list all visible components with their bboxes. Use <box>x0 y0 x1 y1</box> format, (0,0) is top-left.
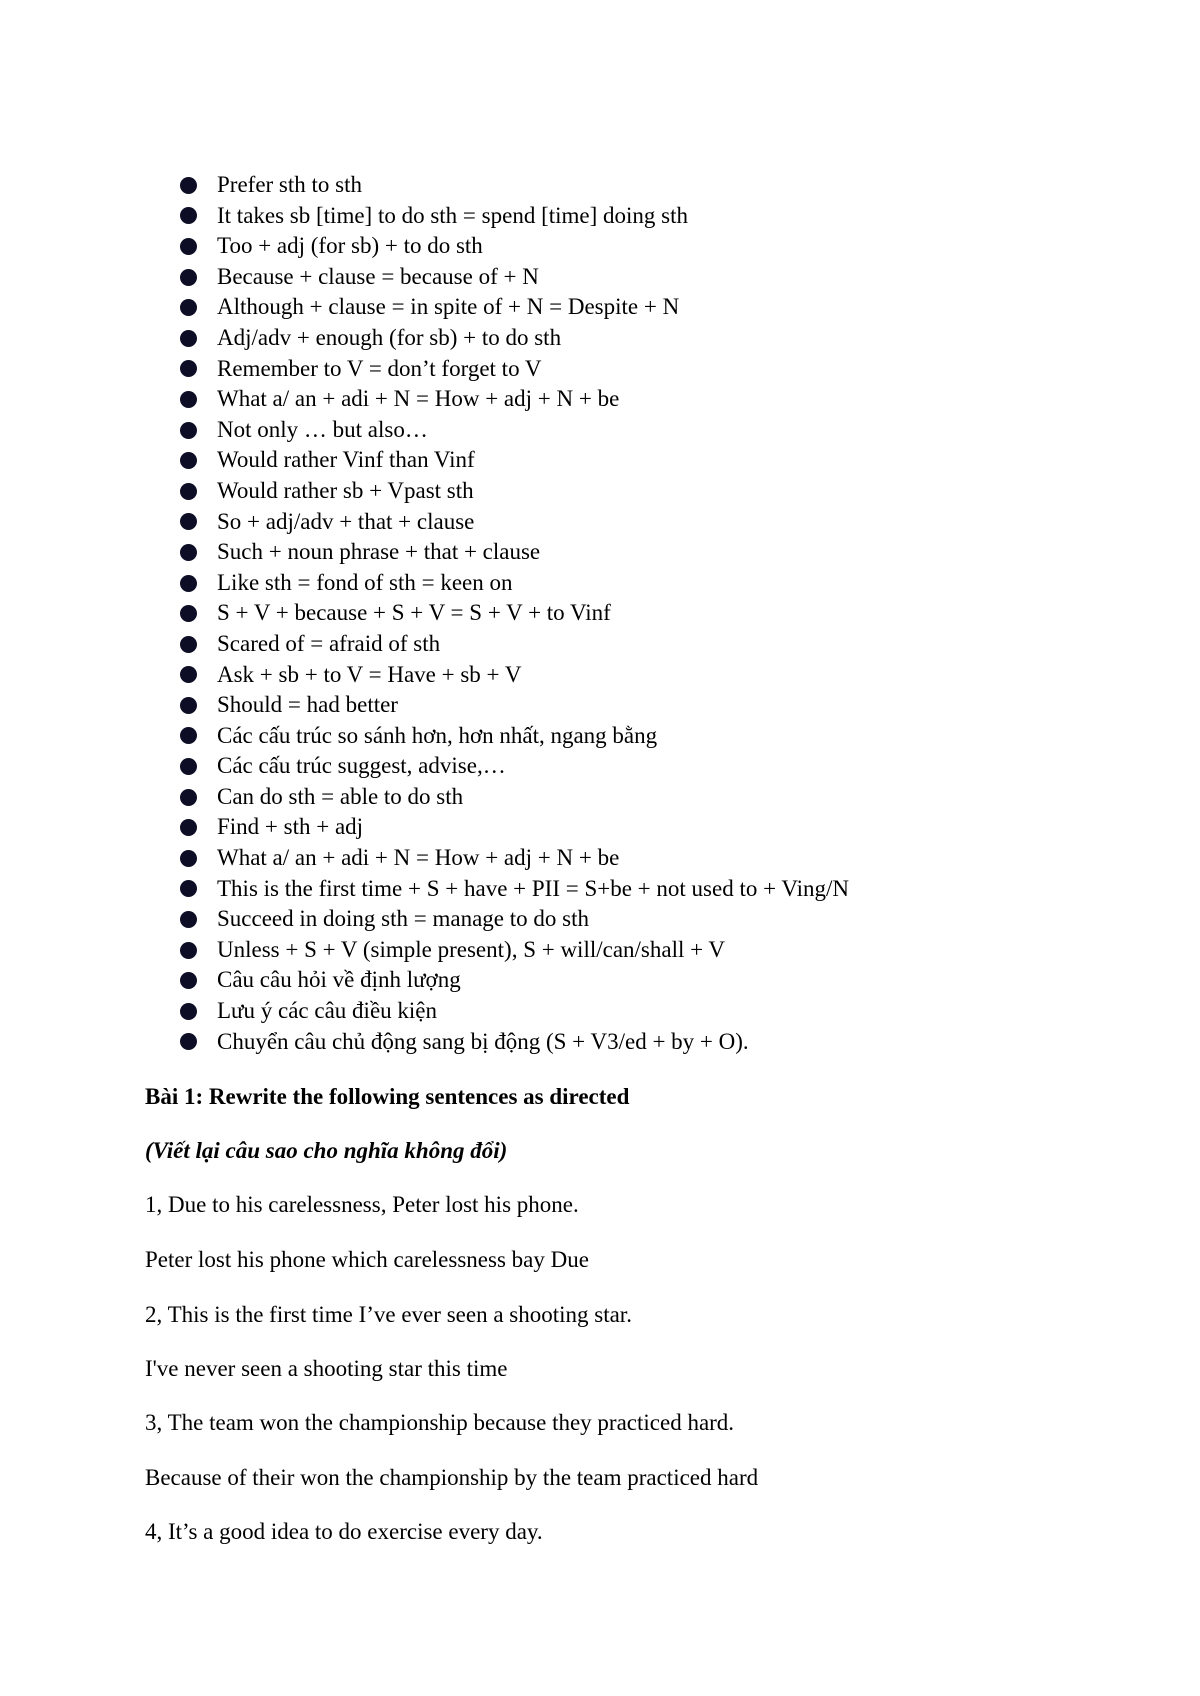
list-item-text: Chuyển câu chủ động sang bị động (S + V3/ed + by + O). <box>217 1028 749 1054</box>
list-item-text: Các cấu trúc suggest, advise,… <box>217 753 506 779</box>
list-item <box>180 415 1160 446</box>
exercise-line: 2, This is the first time I’ve ever seen a shooting star. <box>145 1302 632 1327</box>
bullet-icon <box>180 544 197 561</box>
bullet-icon <box>180 177 197 194</box>
bullet-icon <box>180 483 197 500</box>
bullet-icon <box>180 207 197 224</box>
list-item <box>180 292 1160 323</box>
exercise-line: I've never seen a shooting star this time <box>145 1356 508 1381</box>
list-item-text: So + adj/adv + that + clause <box>217 508 475 534</box>
bullet-icon <box>180 636 197 653</box>
list-item-text: S + V + because + S + V = S + V + to Vinf <box>217 600 611 626</box>
list-item <box>180 445 1160 476</box>
list-item <box>180 476 1160 507</box>
bullet-icon <box>180 513 197 530</box>
list-item <box>180 354 1160 385</box>
exercise-subtitle: (Viết lại câu sao cho nghĩa không đổi) <box>145 1138 508 1163</box>
list-item <box>180 1027 1160 1058</box>
exercise-title: Bài 1: Rewrite the following sentences as directed <box>145 1084 630 1109</box>
list-item-text: Such + noun phrase + that + clause <box>217 539 541 565</box>
list-item-text: Scared of = afraid of sth <box>217 630 441 656</box>
list-item <box>180 262 1160 293</box>
list-item-text: Because + clause = because of + N <box>217 263 539 289</box>
bullet-icon <box>180 605 197 622</box>
list-item <box>180 782 1160 813</box>
bullet-icon <box>180 880 197 897</box>
list-item-text: Can do sth = able to do sth <box>217 783 464 809</box>
list-item-text: Would rather sb + Vpast sth <box>217 477 474 503</box>
list-item <box>180 231 1160 262</box>
list-item <box>180 384 1160 415</box>
list-item <box>180 598 1160 629</box>
list-item <box>180 965 1160 996</box>
list-item <box>180 935 1160 966</box>
list-item-text: Câu câu hỏi về định lượng <box>217 967 461 993</box>
list-item-text: What a/ an + adi + N = How + adj + N + be <box>217 386 620 412</box>
exercise-line: 1, Due to his carelessness, Peter lost his phone. <box>145 1192 579 1217</box>
bullet-icon <box>180 850 197 867</box>
bullet-icon <box>180 330 197 347</box>
list-item <box>180 170 1160 201</box>
list-item-text: Adj/adv + enough (for sb) + to do sth <box>217 324 562 350</box>
list-item <box>180 690 1160 721</box>
list-item <box>180 721 1160 752</box>
grammar-structure-list <box>180 170 1160 1057</box>
bullet-icon <box>180 1003 197 1020</box>
list-item-text: Remember to V = don’t forget to V <box>217 355 542 381</box>
bullet-icon <box>180 422 197 439</box>
list-item-text: Succeed in doing sth = manage to do sth <box>217 906 589 932</box>
list-item-text: Find + sth + adj <box>217 814 364 840</box>
list-item-text: This is the first time + S + have + PII = S+be + not used to + Ving/N <box>217 875 850 901</box>
bullet-icon <box>180 360 197 377</box>
list-item-text: Unless + S + V (simple present), S + will/can/shall + V <box>217 936 726 962</box>
bullet-icon <box>180 942 197 959</box>
list-item-text: It takes sb [time] to do sth = spend [time] doing sth <box>217 202 688 228</box>
bullet-icon <box>180 575 197 592</box>
list-item <box>180 201 1160 232</box>
bullet-icon <box>180 391 197 408</box>
exercise-line: 4, It’s a good idea to do exercise every day. <box>145 1519 543 1544</box>
exercise-line: Peter lost his phone which carelessness bay Due <box>145 1247 589 1272</box>
exercise-line: Because of their won the championship by the team practiced hard <box>145 1465 759 1490</box>
bullet-icon <box>180 666 197 683</box>
list-item <box>180 996 1160 1027</box>
list-item <box>180 874 1160 905</box>
bullet-icon <box>180 819 197 836</box>
list-item <box>180 843 1160 874</box>
bullet-icon <box>180 238 197 255</box>
list-item <box>180 660 1160 691</box>
list-item-text: Should = had better <box>217 692 398 718</box>
bullet-icon <box>180 452 197 469</box>
list-item <box>180 629 1160 660</box>
bullet-icon <box>180 727 197 744</box>
list-item-text: Would rather Vinf than Vinf <box>217 447 475 473</box>
list-item <box>180 751 1160 782</box>
list-item <box>180 323 1160 354</box>
list-item <box>180 904 1160 935</box>
list-item-text: Too + adj (for sb) + to do sth <box>217 233 483 259</box>
list-item-text: Prefer sth to sth <box>217 172 363 197</box>
bullet-icon <box>180 299 197 316</box>
list-item-text: Ask + sb + to V = Have + sb + V <box>217 661 522 687</box>
bullet-icon <box>180 269 197 286</box>
list-item <box>180 507 1160 538</box>
bullet-icon <box>180 697 197 714</box>
exercise-line: 3, The team won the championship because they practiced hard. <box>145 1410 735 1435</box>
list-item <box>180 537 1160 568</box>
bullet-icon <box>180 789 197 806</box>
list-item-text: Lưu ý các câu điều kiện <box>217 998 438 1024</box>
bullet-icon <box>180 972 197 989</box>
bullet-icon <box>180 1033 197 1050</box>
list-item <box>180 568 1160 599</box>
list-item-text: Các cấu trúc so sánh hơn, hơn nhất, ngang bằng <box>217 722 658 748</box>
bullet-icon <box>180 758 197 775</box>
list-item-text: Like sth = fond of sth = keen on <box>217 569 513 595</box>
list-item-text: Although + clause = in spite of + N = Despite + N <box>217 294 680 320</box>
list-item-text: What a/ an + adi + N = How + adj + N + be <box>217 845 620 871</box>
bullet-icon <box>180 911 197 928</box>
list-item <box>180 812 1160 843</box>
list-item-text: Not only … but also… <box>217 416 428 442</box>
